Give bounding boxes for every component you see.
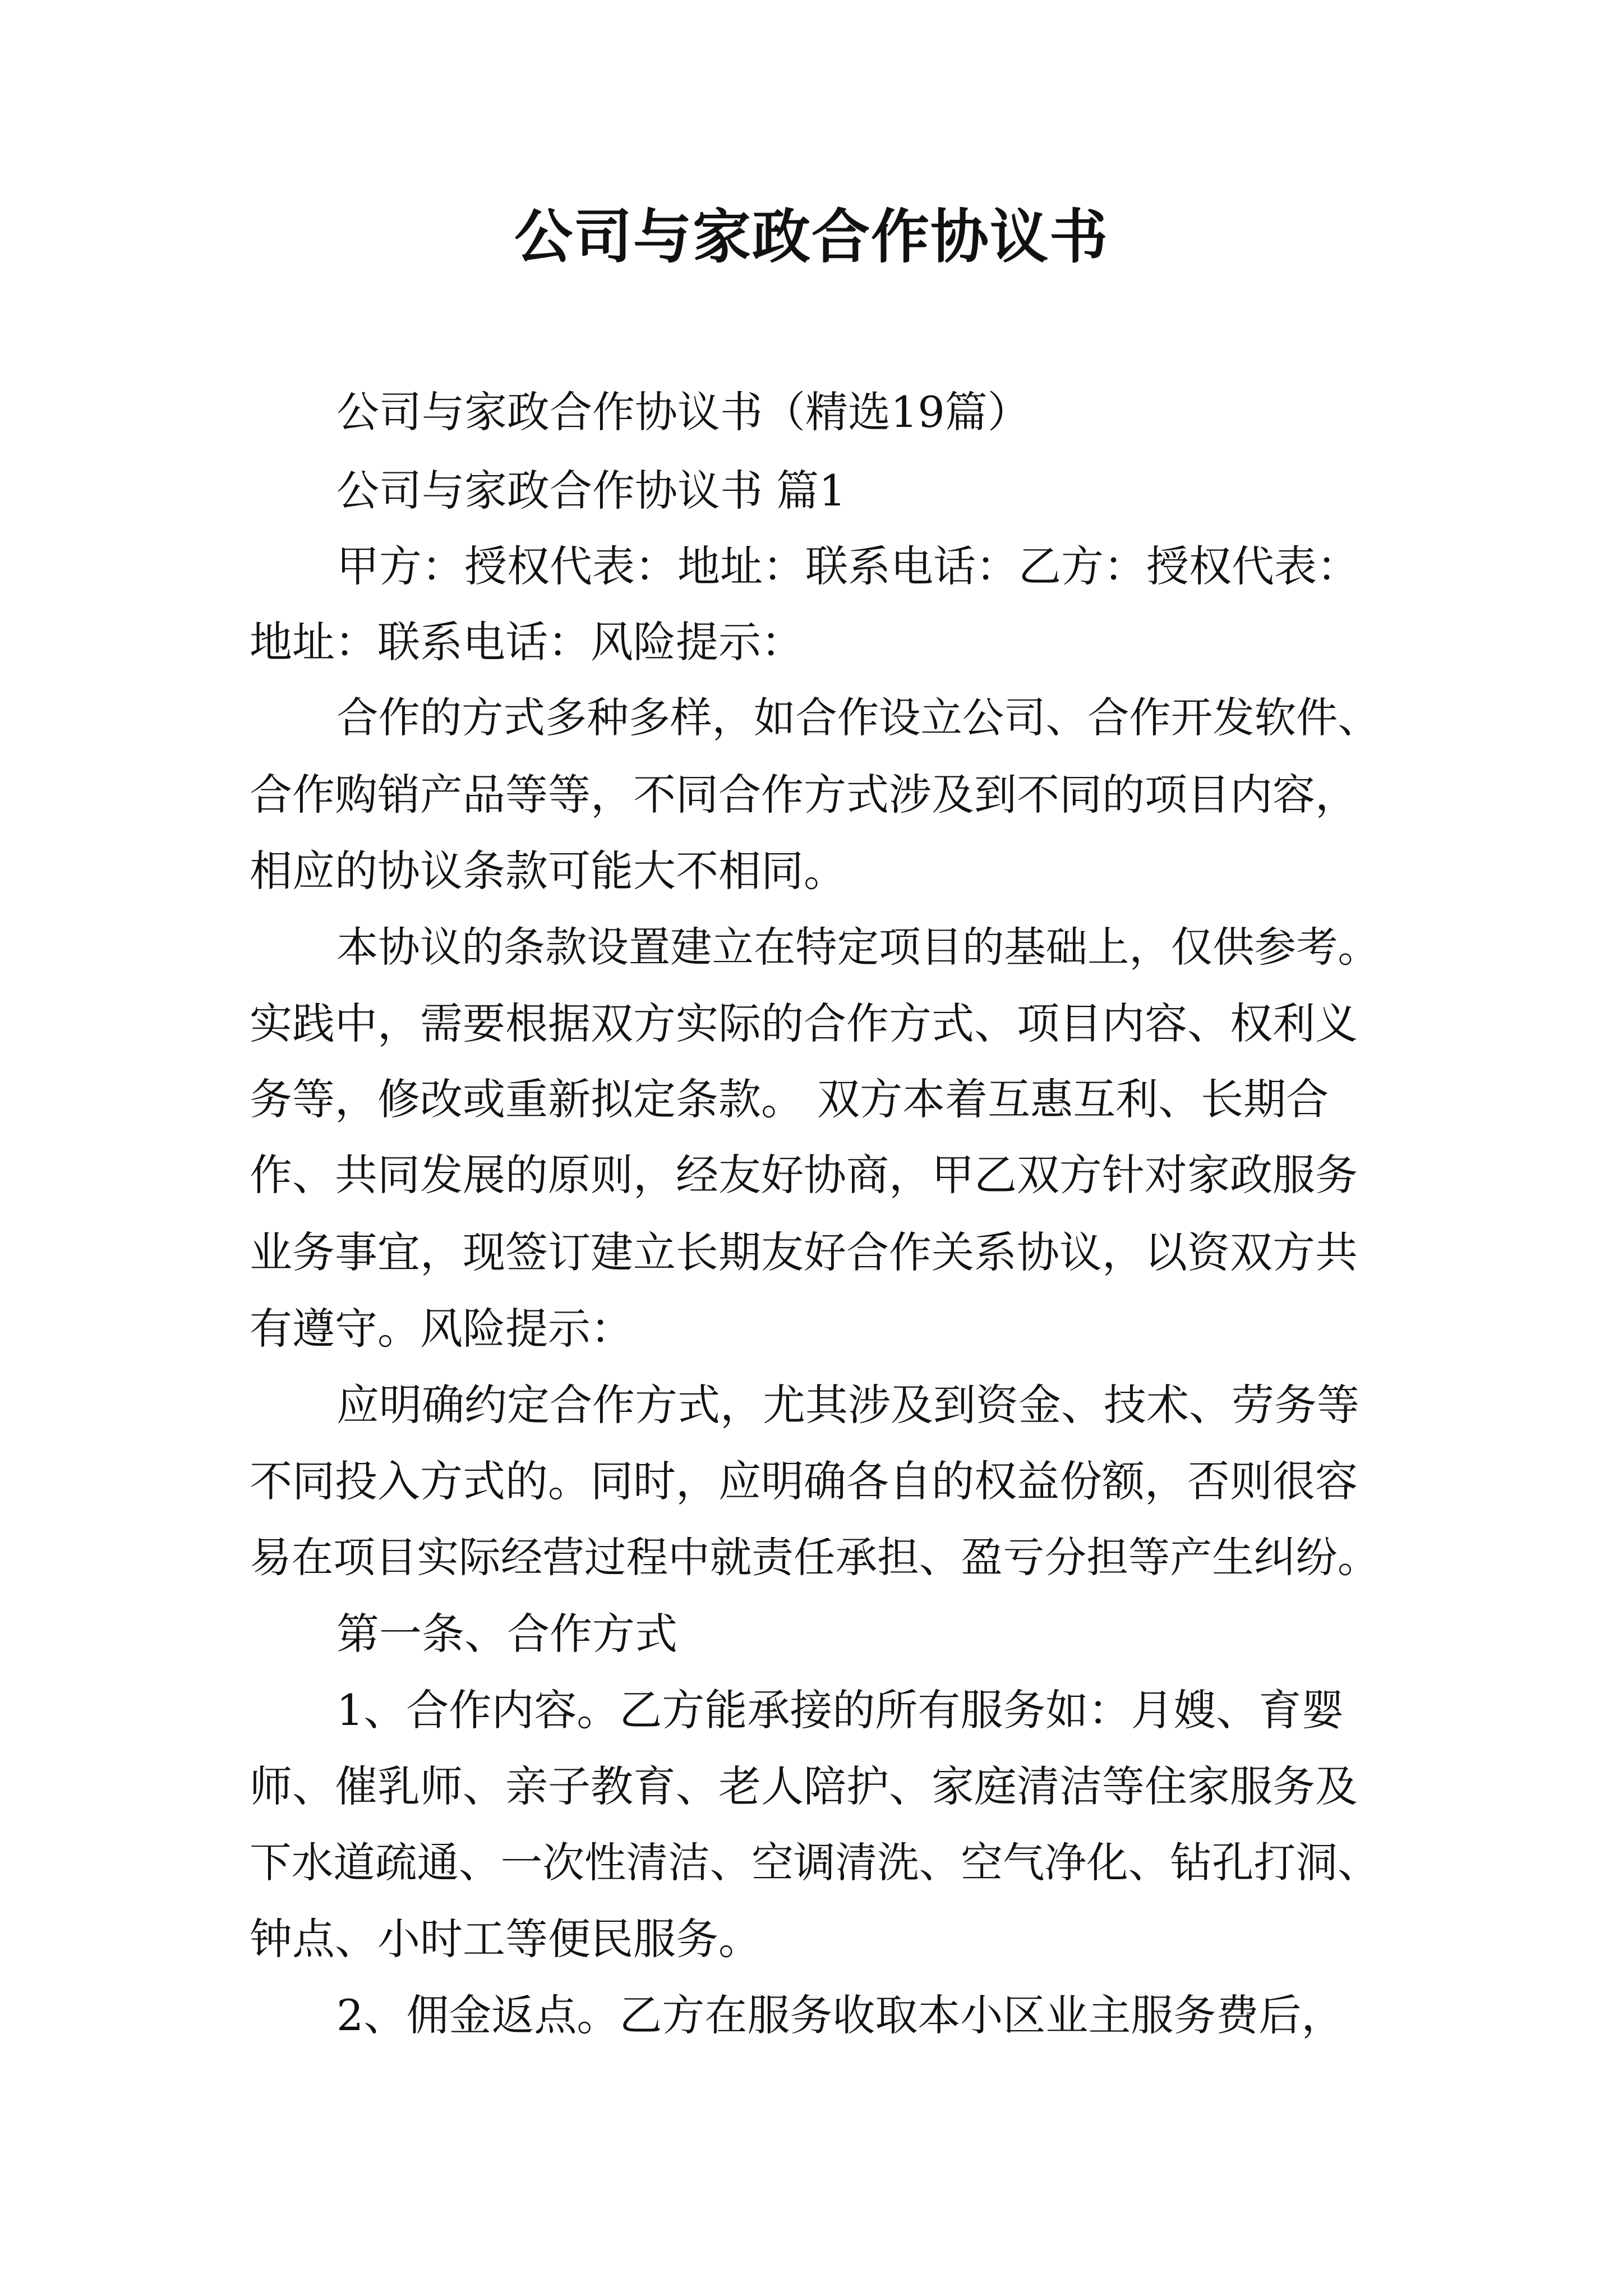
paragraph-line: 应明确约定合作方式，尤其涉及到资金、技术、劳务等 bbox=[336, 1380, 1359, 1430]
paragraph-line: 合作购销产品等等，不同合作方式涉及到不同的项目内容， bbox=[250, 770, 1358, 820]
paragraph-line: 地址：联系电话：风险提示： bbox=[250, 617, 804, 667]
section-heading: 第一条、合作方式 bbox=[336, 1609, 677, 1659]
paragraph-line: 2、佣金返点。乙方在服务收取本小区业主服务费后， bbox=[336, 1990, 1344, 2040]
paragraph-line: 下水道疏通、一次性清洁、空调清洗、空气净化、钻孔打洞、 bbox=[250, 1838, 1380, 1887]
paragraph-line: 公司与家政合作协议书（精选19篇） bbox=[336, 387, 1030, 437]
paragraph-line: 1、合作内容。乙方能承接的所有服务如：月嫂、育婴 bbox=[336, 1685, 1344, 1735]
paragraph-line: 不同投入方式的。同时，应明确各自的权益份额，否则很容 bbox=[250, 1456, 1358, 1506]
paragraph-line: 易在项目实际经营过程中就责任承担、盈亏分担等产生纠纷。 bbox=[250, 1533, 1380, 1582]
paragraph-line: 合作的方式多种多样，如合作设立公司、合作开发软件、 bbox=[336, 693, 1380, 742]
paragraph-line: 作、共同发展的原则，经友好协商，甲乙双方针对家政服务 bbox=[250, 1150, 1358, 1200]
paragraph-line: 务等，修改或重新拟定条款。 双方本着互惠互利、长期合 bbox=[250, 1074, 1329, 1124]
paragraph-line: 甲方：授权代表：地址：联系电话：乙方：授权代表： bbox=[336, 541, 1359, 591]
document-title: 公司与家政合作协议书 bbox=[514, 202, 1109, 271]
paragraph-line: 公司与家政合作协议书 篇1 bbox=[336, 466, 846, 516]
paragraph-line: 相应的协议条款可能大不相同。 bbox=[250, 846, 846, 896]
paragraph-line: 本协议的条款设置建立在特定项目的基础上，仅供参考。 bbox=[336, 923, 1380, 972]
paragraph-line: 业务事宜，现签订建立长期友好合作关系协议，以资双方共 bbox=[250, 1227, 1358, 1277]
paragraph-line: 师、催乳师、亲子教育、老人陪护、家庭清洁等住家服务及 bbox=[250, 1761, 1358, 1811]
paragraph-line: 有遵守。风险提示： bbox=[250, 1304, 633, 1354]
paragraph-line: 钟点、小时工等便民服务。 bbox=[250, 1914, 761, 1964]
paragraph-line: 实践中，需要根据双方实际的合作方式、项目内容、权利义 bbox=[250, 999, 1358, 1048]
